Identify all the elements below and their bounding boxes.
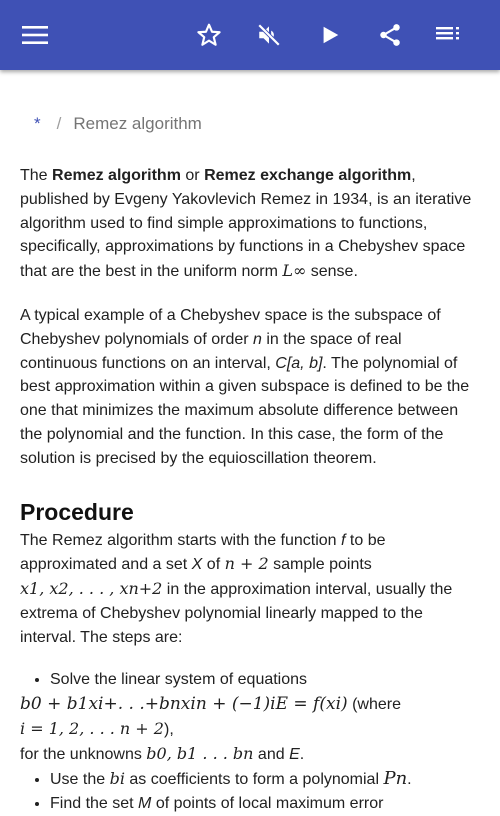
share-button[interactable] [369,14,411,56]
text: or [180,167,205,184]
math-equation: b0 + b1xi+. . .+bnxin + (−1)iE = f(xi) [20,693,348,714]
procedure-paragraph [20,529,480,650]
math-bi: bi [109,768,125,788]
text: The [20,167,53,184]
play-icon [319,24,341,46]
star-outline-icon [196,22,222,48]
breadcrumb-current: Remez algorithm [73,114,202,133]
math-x: X [191,556,203,574]
text: A typical example of a Chebyshev space is the subspace of Chebyshev polynomials of order [20,306,441,348]
hamburger-menu-icon [22,25,48,45]
text: (where [347,695,401,713]
text: . The polynomial of best approximation within a given subspace is defined to be the one that minimizes the maximum absolute difference between the polynomial and the function. In this case, the form of the solution is precised by the equioscillation theorem. [20,354,470,467]
math-f: f [341,531,346,549]
table-of-contents-icon [436,25,462,45]
text: Solve the linear system of equations [50,670,308,688]
math-n: n [253,330,262,348]
text: sample points [268,556,372,574]
procedure-heading: Procedure [20,498,134,525]
text: in the space of real continuous functions on an interval, [20,330,402,372]
steps-list-continued [20,767,480,816]
math-n-plus-2: n + 2 [224,554,269,574]
steps-list [20,668,480,692]
text: and [253,745,290,763]
math-m: M [138,794,152,812]
list-item [50,668,480,692]
text: , published by Evgeny Yakovlevich Remez in 1934, is an iterative algorithm used to find simple approximations to functions, specifically, approximations by functions in a Chebyshev space that are the best in the uniform norm [20,167,472,281]
menu-button[interactable] [14,14,56,56]
text: Use the [50,770,110,788]
math-norm: L∞ [282,261,307,281]
text: Find the set [50,794,139,812]
text: in the approximation interval, usually the extrema of Chebyshev polynomial linearly mapped to the interval. The steps are: [20,581,453,646]
bold-term: Remez algorithm [52,167,181,184]
text: of points of local maximum error [151,794,384,812]
text: to be approximated and a set [20,531,386,574]
text: . [299,745,305,763]
list-item [50,767,480,792]
share-icon [377,22,403,48]
text: for the unknowns [20,745,147,763]
text: of [202,556,225,574]
contents-button[interactable] [428,14,470,56]
math-range: i = 1, 2, . . . n + 2 [20,718,164,738]
play-button[interactable] [309,14,351,56]
text: . [407,770,412,788]
breadcrumb [20,114,480,138]
math-unknowns: b0, b1 . . . bn [146,743,254,763]
intro-paragraph [20,164,480,284]
text: The Remez algorithm starts with the function [20,531,342,549]
chebyshev-paragraph [20,304,480,471]
range-line [20,717,480,742]
math-e: E [289,745,300,763]
math-interval: C[a, b] [275,354,323,372]
app-toolbar [0,0,500,70]
bold-term: Remez exchange algorithm [204,167,412,184]
breadcrumb-separator: / [56,114,62,133]
text: as coefficients to form a polynomial [124,770,384,788]
breadcrumb-home-link[interactable]: * [34,114,41,133]
list-item [50,792,480,816]
favorite-button[interactable] [188,14,230,56]
math-pn: Pn [383,767,408,789]
unknowns-line [20,742,480,767]
text: ), [163,720,174,738]
text: sense. [306,263,358,281]
article-content [20,70,480,816]
equation-line [20,692,480,717]
mute-button[interactable] [248,14,290,56]
math-sample-points: x1, x2, . . . , xn+2 [20,579,163,599]
volume-off-icon [256,22,282,48]
